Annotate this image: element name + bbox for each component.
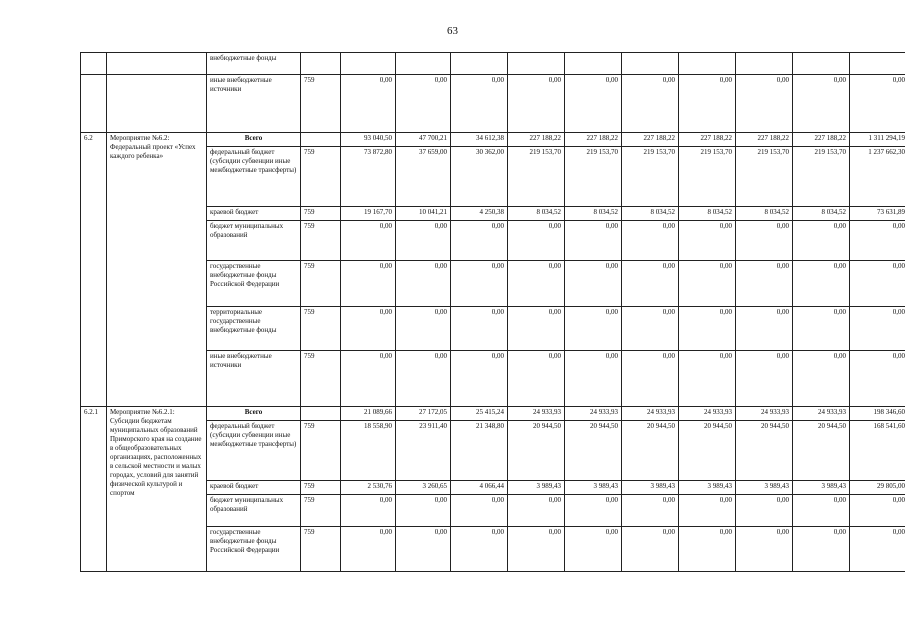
amount-cell: 3 989,43 xyxy=(793,481,850,495)
budget-code: 759 xyxy=(301,307,341,351)
amount-total-cell: 0,00 xyxy=(850,527,905,572)
amount-cell: 0,00 xyxy=(793,261,850,307)
amount-cell: 0,00 xyxy=(793,527,850,572)
amount-cell: 34 612,38 xyxy=(451,133,508,147)
amount-total-cell: 73 631,89 xyxy=(850,207,905,221)
amount-cell: 0,00 xyxy=(736,351,793,407)
amount-cell: 0,00 xyxy=(451,221,508,261)
amount-cell: 0,00 xyxy=(736,261,793,307)
budget-code: 759 xyxy=(301,351,341,407)
amount-cell xyxy=(565,53,622,75)
amount-cell: 3 989,43 xyxy=(622,481,679,495)
page-number: 63 xyxy=(447,25,458,37)
funding-source-label: бюджет муниципальных образований xyxy=(207,495,301,527)
budget-code xyxy=(301,133,341,147)
amount-cell: 219 153,70 xyxy=(736,147,793,207)
total-label: Всего xyxy=(207,133,301,147)
section-title-empty xyxy=(107,53,207,75)
amount-cell: 20 944,50 xyxy=(679,421,736,481)
amount-cell: 0,00 xyxy=(679,495,736,527)
amount-cell: 0,00 xyxy=(396,261,451,307)
amount-cell xyxy=(396,53,451,75)
funding-source-label: территориальные государственные внебюджетные фонды xyxy=(207,307,301,351)
amount-cell: 0,00 xyxy=(396,527,451,572)
amount-cell: 27 172,05 xyxy=(396,407,451,421)
amount-cell: 0,00 xyxy=(396,307,451,351)
funding-source-label: иные внебюджетные источники xyxy=(207,351,301,407)
amount-cell: 0,00 xyxy=(341,351,396,407)
table-row xyxy=(81,133,905,147)
budget-code: 759 xyxy=(301,421,341,481)
funding-source-label: бюджет муниципальных образований xyxy=(207,221,301,261)
amount-cell: 219 153,70 xyxy=(622,147,679,207)
budget-table xyxy=(80,52,905,572)
amount-cell: 47 700,21 xyxy=(396,133,451,147)
total-label: Всего xyxy=(207,407,301,421)
amount-cell xyxy=(679,53,736,75)
amount-cell: 24 933,93 xyxy=(622,407,679,421)
amount-cell: 0,00 xyxy=(793,495,850,527)
amount-cell: 24 933,93 xyxy=(679,407,736,421)
amount-cell: 25 415,24 xyxy=(451,407,508,421)
amount-cell xyxy=(793,53,850,75)
amount-cell: 3 989,43 xyxy=(508,481,565,495)
amount-cell: 3 989,43 xyxy=(736,481,793,495)
amount-cell: 21 089,66 xyxy=(341,407,396,421)
amount-cell: 219 153,70 xyxy=(793,147,850,207)
budget-code xyxy=(301,53,341,75)
amount-total-cell: 1 311 294,19 xyxy=(850,133,905,147)
amount-cell xyxy=(736,53,793,75)
amount-cell: 0,00 xyxy=(622,351,679,407)
amount-cell: 23 911,40 xyxy=(396,421,451,481)
amount-cell: 219 153,70 xyxy=(508,147,565,207)
amount-total-cell: 0,00 xyxy=(850,351,905,407)
amount-cell: 10 041,21 xyxy=(396,207,451,221)
amount-cell: 0,00 xyxy=(451,495,508,527)
amount-cell: 8 034,52 xyxy=(508,207,565,221)
amount-cell: 0,00 xyxy=(341,75,396,133)
amount-total-cell: 0,00 xyxy=(850,75,905,133)
funding-source-label: федеральный бюджет (субсидии субвенции иные межбюджетные трансферты) xyxy=(207,147,301,207)
amount-cell: 0,00 xyxy=(508,261,565,307)
amount-cell: 227 188,22 xyxy=(508,133,565,147)
amount-cell: 227 188,22 xyxy=(679,133,736,147)
section-title: Мероприятие №6.2.1: Субсидии бюджетам муниципальных образований Приморского края на создание в общеобразовательных организациях, расположенных в сельской местности и малых городах, условий для занятий физической культурой и спортом xyxy=(107,407,207,572)
amount-cell: 0,00 xyxy=(508,495,565,527)
amount-cell: 37 659,00 xyxy=(396,147,451,207)
amount-cell: 227 188,22 xyxy=(736,133,793,147)
amount-cell: 0,00 xyxy=(679,527,736,572)
amount-cell: 0,00 xyxy=(341,495,396,527)
amount-cell: 2 530,76 xyxy=(341,481,396,495)
amount-cell: 0,00 xyxy=(736,307,793,351)
amount-cell: 20 944,50 xyxy=(736,421,793,481)
amount-cell: 0,00 xyxy=(508,527,565,572)
amount-cell: 0,00 xyxy=(341,307,396,351)
amount-total-cell xyxy=(850,53,905,75)
funding-source-label: государственные внебюджетные фонды Российской Федерации xyxy=(207,527,301,572)
amount-cell: 227 188,22 xyxy=(565,133,622,147)
amount-cell: 8 034,52 xyxy=(622,207,679,221)
amount-cell xyxy=(622,53,679,75)
budget-code: 759 xyxy=(301,221,341,261)
amount-cell: 0,00 xyxy=(565,307,622,351)
budget-code: 759 xyxy=(301,75,341,133)
amount-cell: 20 944,50 xyxy=(508,421,565,481)
amount-cell: 0,00 xyxy=(341,261,396,307)
budget-code: 759 xyxy=(301,495,341,527)
amount-cell: 4 066,44 xyxy=(451,481,508,495)
budget-code xyxy=(301,407,341,421)
amount-cell: 0,00 xyxy=(396,75,451,133)
amount-cell: 0,00 xyxy=(793,351,850,407)
amount-cell: 227 188,22 xyxy=(622,133,679,147)
amount-cell: 0,00 xyxy=(679,351,736,407)
amount-cell: 0,00 xyxy=(451,527,508,572)
amount-cell: 3 989,43 xyxy=(679,481,736,495)
table-row xyxy=(81,75,905,133)
amount-cell: 0,00 xyxy=(508,307,565,351)
budget-code: 759 xyxy=(301,147,341,207)
table-row xyxy=(81,407,905,421)
amount-cell: 0,00 xyxy=(622,495,679,527)
amount-cell: 0,00 xyxy=(508,75,565,133)
budget-code: 759 xyxy=(301,481,341,495)
amount-total-cell: 0,00 xyxy=(850,221,905,261)
amount-cell: 0,00 xyxy=(679,75,736,133)
amount-cell: 0,00 xyxy=(451,307,508,351)
amount-total-cell: 29 805,00 xyxy=(850,481,905,495)
amount-cell: 0,00 xyxy=(565,75,622,133)
amount-cell: 0,00 xyxy=(396,221,451,261)
amount-cell: 20 944,50 xyxy=(793,421,850,481)
funding-source-label: краевой бюджет xyxy=(207,481,301,495)
amount-cell: 3 989,43 xyxy=(565,481,622,495)
amount-cell: 24 933,93 xyxy=(793,407,850,421)
amount-cell: 24 933,93 xyxy=(736,407,793,421)
amount-cell: 0,00 xyxy=(396,495,451,527)
amount-total-cell: 0,00 xyxy=(850,261,905,307)
amount-total-cell: 1 237 662,30 xyxy=(850,147,905,207)
amount-cell: 0,00 xyxy=(396,351,451,407)
amount-total-cell: 0,00 xyxy=(850,307,905,351)
amount-cell: 8 034,52 xyxy=(793,207,850,221)
table-row xyxy=(81,53,905,75)
budget-code: 759 xyxy=(301,527,341,572)
section-title: Мероприятие №6.2: Федеральный проект «Успех каждого ребенка» xyxy=(107,133,207,407)
amount-cell: 93 040,50 xyxy=(341,133,396,147)
amount-cell: 0,00 xyxy=(622,527,679,572)
funding-source-label: иные внебюджетные источники xyxy=(207,75,301,133)
budget-code: 759 xyxy=(301,207,341,221)
amount-total-cell: 0,00 xyxy=(850,495,905,527)
amount-cell: 219 153,70 xyxy=(679,147,736,207)
section-number: 6.2.1 xyxy=(81,407,107,572)
amount-cell: 0,00 xyxy=(341,527,396,572)
amount-cell: 20 944,50 xyxy=(565,421,622,481)
budget-code: 759 xyxy=(301,261,341,307)
amount-cell: 0,00 xyxy=(622,261,679,307)
amount-cell: 8 034,52 xyxy=(736,207,793,221)
amount-cell: 0,00 xyxy=(565,351,622,407)
amount-cell: 0,00 xyxy=(341,221,396,261)
amount-cell: 0,00 xyxy=(565,221,622,261)
amount-cell: 0,00 xyxy=(793,221,850,261)
amount-cell: 30 362,00 xyxy=(451,147,508,207)
amount-cell: 0,00 xyxy=(622,307,679,351)
funding-source-label: федеральный бюджет (субсидии субвенции иные межбюджетные трансферты) xyxy=(207,421,301,481)
amount-cell xyxy=(451,53,508,75)
amount-cell: 0,00 xyxy=(736,495,793,527)
amount-cell: 18 558,90 xyxy=(341,421,396,481)
amount-cell: 0,00 xyxy=(451,261,508,307)
section-title-empty xyxy=(107,75,207,133)
amount-cell: 0,00 xyxy=(451,351,508,407)
amount-cell: 0,00 xyxy=(736,527,793,572)
amount-total-cell: 168 541,60 xyxy=(850,421,905,481)
amount-cell xyxy=(508,53,565,75)
amount-cell: 24 933,93 xyxy=(508,407,565,421)
amount-cell: 0,00 xyxy=(622,221,679,261)
funding-source-label: краевой бюджет xyxy=(207,207,301,221)
amount-cell: 219 153,70 xyxy=(565,147,622,207)
amount-cell: 8 034,52 xyxy=(679,207,736,221)
funding-source-label: государственные внебюджетные фонды Российской Федерации xyxy=(207,261,301,307)
amount-cell: 0,00 xyxy=(565,527,622,572)
section-number-empty xyxy=(81,53,107,75)
section-number-empty xyxy=(81,75,107,133)
amount-cell: 0,00 xyxy=(679,307,736,351)
amount-cell: 24 933,93 xyxy=(565,407,622,421)
amount-cell: 0,00 xyxy=(793,75,850,133)
amount-cell: 0,00 xyxy=(508,221,565,261)
amount-cell: 0,00 xyxy=(679,221,736,261)
amount-cell: 0,00 xyxy=(793,307,850,351)
amount-cell: 21 348,80 xyxy=(451,421,508,481)
amount-total-cell: 198 346,60 xyxy=(850,407,905,421)
amount-cell: 227 188,22 xyxy=(793,133,850,147)
amount-cell xyxy=(341,53,396,75)
amount-cell: 0,00 xyxy=(736,221,793,261)
amount-cell: 0,00 xyxy=(736,75,793,133)
amount-cell: 0,00 xyxy=(565,495,622,527)
amount-cell: 3 260,65 xyxy=(396,481,451,495)
amount-cell: 4 250,38 xyxy=(451,207,508,221)
amount-cell: 73 872,80 xyxy=(341,147,396,207)
funding-source-label: внебюджетные фонды xyxy=(207,53,301,75)
section-number: 6.2 xyxy=(81,133,107,407)
amount-cell: 19 167,70 xyxy=(341,207,396,221)
amount-cell: 8 034,52 xyxy=(565,207,622,221)
amount-cell: 0,00 xyxy=(451,75,508,133)
amount-cell: 20 944,50 xyxy=(622,421,679,481)
amount-cell: 0,00 xyxy=(622,75,679,133)
amount-cell: 0,00 xyxy=(508,351,565,407)
amount-cell: 0,00 xyxy=(679,261,736,307)
amount-cell: 0,00 xyxy=(565,261,622,307)
